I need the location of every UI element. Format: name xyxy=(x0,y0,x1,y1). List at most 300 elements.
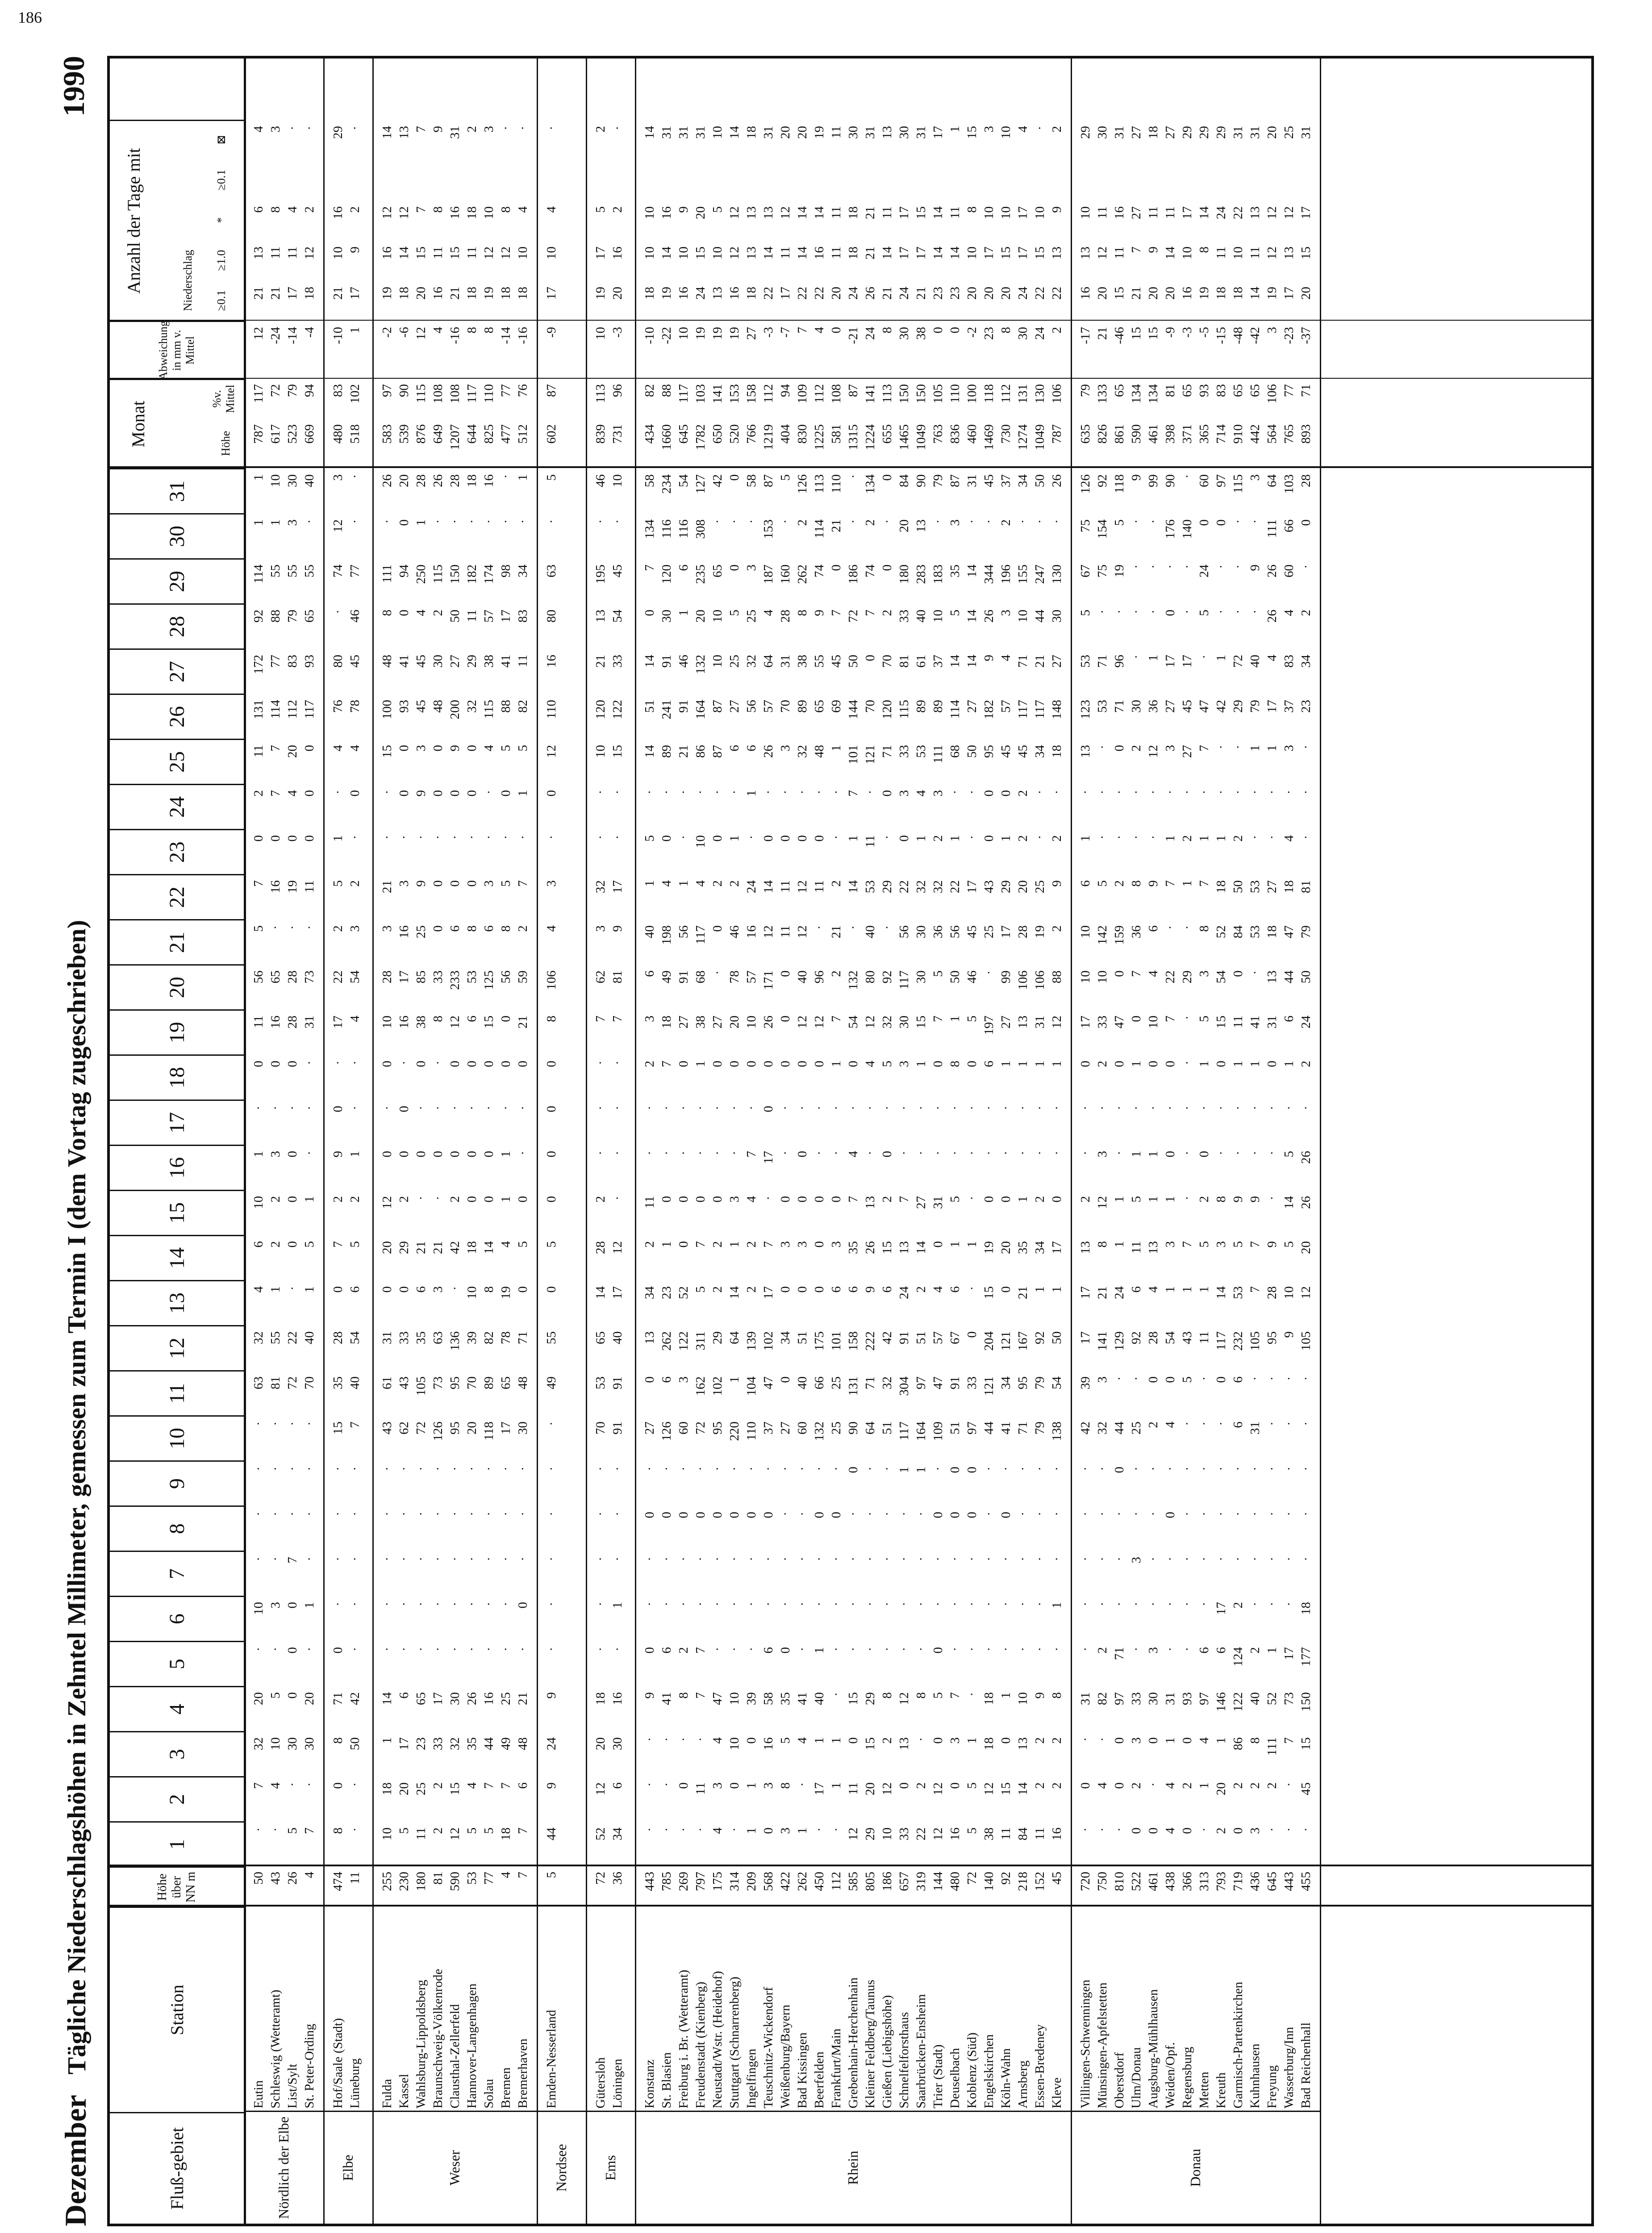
count-snowcover: 31 xyxy=(693,126,708,139)
count-ge01: 21 xyxy=(448,287,462,300)
day-value: · xyxy=(914,1602,928,1606)
day-value: · xyxy=(544,1467,559,1471)
day-value: · xyxy=(285,1512,300,1516)
day-value: 10 xyxy=(1282,1286,1296,1299)
day-value: · xyxy=(1129,610,1143,614)
day-value: 3 xyxy=(268,1151,283,1158)
station-height: 805 xyxy=(863,1872,877,1891)
day-value: 30 xyxy=(1146,1692,1160,1705)
day-value: 2 xyxy=(642,1061,657,1067)
day-value: 105 xyxy=(414,1376,428,1396)
day-value: 2 xyxy=(1112,880,1126,887)
day-value: 1 xyxy=(693,1061,708,1067)
day-value: 118 xyxy=(1112,474,1126,493)
day-value: · xyxy=(1180,1016,1194,1020)
day-value: · xyxy=(829,835,843,840)
day-value: 144 xyxy=(846,700,860,719)
day-value: 2 xyxy=(1231,1782,1245,1789)
day-value: 155 xyxy=(1016,565,1030,584)
count-ge10: 12 xyxy=(499,247,513,259)
day-value: 0 xyxy=(499,1061,513,1067)
day-value: · xyxy=(795,790,809,795)
station-height: 438 xyxy=(1163,1872,1177,1891)
day-value: · xyxy=(1265,1602,1279,1606)
day-value: 0 xyxy=(1078,1061,1093,1067)
day-value: 283 xyxy=(914,565,928,584)
day-value: 16 xyxy=(761,1737,776,1750)
month-percent: 110 xyxy=(948,384,962,403)
count-ge01: 16 xyxy=(727,287,742,300)
count-snowcover: 3 xyxy=(268,126,283,133)
station-height: 793 xyxy=(1214,1872,1228,1891)
day-value: 114 xyxy=(268,700,283,719)
station-height: 436 xyxy=(1248,1872,1262,1891)
month-total: 876 xyxy=(414,424,428,444)
day-value: 50 xyxy=(1299,970,1313,983)
day-value: · xyxy=(846,1602,860,1606)
day-value: 51 xyxy=(880,1422,894,1434)
day-value: 12 xyxy=(982,1782,996,1795)
month-total: 1219 xyxy=(761,424,776,450)
day-value: 0 xyxy=(693,1196,708,1203)
day-value: 4 xyxy=(1163,1782,1177,1789)
count-ge01: 24 xyxy=(897,287,911,300)
station-name: Löningen xyxy=(610,2058,625,2108)
day-value: 7 xyxy=(931,1016,945,1022)
day-value: 24 xyxy=(1299,1016,1313,1029)
day-value: 140 xyxy=(1180,519,1194,539)
day-value: · xyxy=(914,1106,928,1110)
day-value: 126 xyxy=(431,1422,445,1441)
day-value: · xyxy=(499,519,513,524)
day-value: · xyxy=(251,1512,266,1516)
day-value: · xyxy=(285,1782,300,1787)
day-value: 0 xyxy=(285,1061,300,1067)
station-height: 719 xyxy=(1231,1872,1245,1891)
count-snow: 27 xyxy=(1129,206,1143,219)
month-total: 787 xyxy=(1050,424,1064,444)
day-value: 79 xyxy=(1033,1376,1047,1389)
day-value: 115 xyxy=(431,565,445,584)
day-value: · xyxy=(516,835,530,840)
day-value: · xyxy=(610,1557,625,1561)
day-value: 75 xyxy=(1078,519,1093,532)
day-value: · xyxy=(948,1151,962,1155)
day-value: · xyxy=(676,1106,691,1110)
day-value: 131 xyxy=(251,700,266,719)
day-value: 88 xyxy=(499,700,513,713)
deviation-value: 10 xyxy=(676,327,691,340)
day-value: 14 xyxy=(642,655,657,668)
day-value: · xyxy=(397,1602,411,1606)
station-height: 455 xyxy=(1299,1872,1313,1891)
station-height: 720 xyxy=(1078,1872,1093,1891)
day-value: · xyxy=(1180,610,1194,614)
month-total: 1782 xyxy=(693,424,708,450)
count-ge01: 18 xyxy=(302,287,317,300)
month-percent: 83 xyxy=(331,384,345,397)
day-value: · xyxy=(348,519,362,524)
day-value: 6 xyxy=(414,1286,428,1293)
table-row xyxy=(284,59,300,2112)
count-ge01: 22 xyxy=(761,287,776,300)
day-value: 6 xyxy=(1146,925,1160,932)
table-row xyxy=(429,59,446,2112)
day-value: 0 xyxy=(812,1241,826,1248)
day-value: · xyxy=(610,790,625,795)
day-value: 0 xyxy=(812,1061,826,1067)
day-value: 0 xyxy=(846,1467,860,1473)
day-value: 14 xyxy=(1016,1782,1030,1795)
day-value: 99 xyxy=(1146,474,1160,487)
day-value: 20 xyxy=(380,1241,394,1254)
day-value: 4 xyxy=(348,1016,362,1022)
day-value: 14 xyxy=(948,655,962,668)
day-value: 0 xyxy=(1050,1196,1064,1203)
day-value: 27 xyxy=(448,655,462,668)
day-value: · xyxy=(676,835,691,840)
day-value: 2 xyxy=(1050,925,1064,932)
day-value: 28 xyxy=(593,1241,608,1254)
day-value: 0 xyxy=(846,1737,860,1744)
day-value: 12 xyxy=(1095,1196,1110,1209)
day-value: 222 xyxy=(863,1331,877,1351)
day-value: · xyxy=(1197,1557,1211,1561)
deviation-value: 10 xyxy=(593,327,608,340)
day-value: 28 xyxy=(285,1016,300,1029)
day-value: 5 xyxy=(931,1692,945,1699)
count-ge01: 16 xyxy=(431,287,445,300)
day-value: 0 xyxy=(761,1512,776,1518)
day-value: 196 xyxy=(999,565,1013,584)
day-value: 27 xyxy=(965,700,979,713)
day-value: · xyxy=(1299,1557,1313,1561)
day-header-22: 22 xyxy=(110,874,244,919)
day-header-15: 15 xyxy=(110,1190,244,1235)
day-value: · xyxy=(331,1512,345,1516)
day-value: 204 xyxy=(982,1331,996,1351)
day-value: 21 xyxy=(414,1241,428,1254)
day-value: 45 xyxy=(348,655,362,668)
day-value: 129 xyxy=(1112,1331,1126,1351)
count-snowcover: · xyxy=(1033,126,1047,130)
count-snowcover: 14 xyxy=(380,126,394,139)
day-value: 8 xyxy=(795,610,809,616)
day-value: 1 xyxy=(948,835,962,842)
day-value: 24 xyxy=(1197,565,1211,577)
count-snowcover: 2 xyxy=(593,126,608,133)
count-ge10: 11 xyxy=(1112,247,1126,259)
count-snowcover: 31 xyxy=(914,126,928,139)
table-row xyxy=(1212,59,1229,2112)
day-value: 0 xyxy=(380,1151,394,1158)
count-ge01: 15 xyxy=(1112,287,1126,300)
count-snow: 24 xyxy=(1214,206,1228,219)
month-total: 655 xyxy=(880,424,894,444)
station-name: Regensburg xyxy=(1180,2046,1194,2108)
day-value: · xyxy=(812,1557,826,1561)
day-value: 54 xyxy=(676,474,691,487)
day-value: 2 xyxy=(1033,1196,1047,1203)
day-value: 1 xyxy=(846,835,860,842)
day-value: · xyxy=(1095,1557,1110,1561)
day-value: · xyxy=(727,519,742,524)
day-value: · xyxy=(1299,565,1313,569)
deviation-value: -2 xyxy=(965,327,979,338)
day-value: · xyxy=(642,1151,657,1155)
day-value: 88 xyxy=(1050,970,1064,983)
day-value: 27 xyxy=(778,1422,793,1434)
day-value: 48 xyxy=(380,655,394,668)
day-value: 1 xyxy=(744,790,759,797)
day-value: 10 xyxy=(380,1827,394,1840)
count-snow: 5 xyxy=(710,206,725,213)
day-value: 16 xyxy=(482,474,496,487)
day-value: 7 xyxy=(1163,1016,1177,1022)
day-value: · xyxy=(448,1106,462,1110)
count-snowcover: 31 xyxy=(659,126,674,139)
day-value: 2 xyxy=(516,925,530,932)
day-value: 0 xyxy=(795,835,809,842)
day-value: 0 xyxy=(380,1061,394,1067)
month-percent: 113 xyxy=(880,384,894,403)
day-value: 26 xyxy=(982,610,996,623)
station-name: Braunschweig-Völkenrode xyxy=(431,1969,445,2108)
month-total: 730 xyxy=(999,424,1013,444)
day-value: 3 xyxy=(948,1737,962,1744)
day-value: 2 xyxy=(1095,1647,1110,1654)
day-value: · xyxy=(302,1061,317,1065)
month-percent: 77 xyxy=(1282,384,1296,397)
count-ge01: 17 xyxy=(778,287,793,300)
day-value: 103 xyxy=(1282,474,1296,494)
day-value: 65 xyxy=(710,565,725,577)
day-value: 14 xyxy=(1214,1286,1228,1299)
day-value: · xyxy=(1214,610,1228,614)
day-value: · xyxy=(1016,1602,1030,1606)
day-value: · xyxy=(1265,1512,1279,1516)
station-height: 72 xyxy=(965,1872,979,1885)
count-ge01: 23 xyxy=(948,287,962,300)
day-value: 0 xyxy=(812,835,826,842)
day-value: 84 xyxy=(1231,925,1245,938)
month-percent: 97 xyxy=(380,384,394,397)
station-height: 186 xyxy=(880,1872,894,1891)
month-total: 539 xyxy=(397,424,411,444)
day-value: 2 xyxy=(431,1782,445,1789)
day-header-28: 28 xyxy=(110,603,244,648)
table-row xyxy=(980,59,997,2112)
day-value: 0 xyxy=(710,925,725,932)
day-value: 9 xyxy=(1033,1692,1047,1699)
day-value: 8 xyxy=(1197,925,1211,932)
day-value: · xyxy=(397,1061,411,1065)
day-value: 11 xyxy=(812,880,826,893)
day-value: 33 xyxy=(1129,1692,1143,1705)
day-value: 1 xyxy=(1197,1286,1211,1293)
deviation-value: -48 xyxy=(1231,327,1245,344)
day-value: 106 xyxy=(1033,970,1047,990)
day-value: 31 xyxy=(1078,1692,1093,1705)
day-value: · xyxy=(431,519,445,524)
day-value: 85 xyxy=(414,970,428,983)
day-value: · xyxy=(1282,1602,1296,1606)
count-snowcover: 7 xyxy=(414,126,428,133)
deviation-value: 19 xyxy=(693,327,708,340)
precip-header: Niederschlag xyxy=(181,250,194,311)
day-value: · xyxy=(268,1467,283,1471)
count-ge01: 19 xyxy=(1197,287,1211,300)
day-value: 2 xyxy=(999,519,1013,526)
day-value: 5 xyxy=(931,970,945,977)
day-value: 14 xyxy=(761,880,776,893)
day-value: 71 xyxy=(880,745,894,758)
day-value: 95 xyxy=(982,745,996,758)
day-value: 121 xyxy=(999,1331,1013,1351)
deviation-value: 8 xyxy=(880,327,894,334)
count-snowcover: · xyxy=(610,126,625,130)
day-value: · xyxy=(1231,1151,1245,1155)
day-value: 53 xyxy=(593,1376,608,1389)
day-value: 31 xyxy=(302,1016,317,1029)
day-value: · xyxy=(1163,1557,1177,1561)
day-header-13: 13 xyxy=(110,1280,244,1325)
day-value: · xyxy=(880,835,894,840)
day-value: · xyxy=(1265,1376,1279,1381)
day-value: · xyxy=(999,1557,1013,1561)
day-value: · xyxy=(1016,1467,1030,1471)
day-value: 26 xyxy=(465,1692,479,1705)
day-value: · xyxy=(880,1106,894,1110)
day-value: 54 xyxy=(1163,1331,1177,1344)
day-value: 7 xyxy=(693,1692,708,1699)
month-percent: 76 xyxy=(516,384,530,397)
day-value: 0 xyxy=(880,790,894,797)
count-ge10: 11 xyxy=(1214,247,1228,259)
day-value: 17 xyxy=(499,610,513,623)
day-value: 46 xyxy=(727,925,742,938)
table-row xyxy=(1178,59,1195,2112)
day-value: 71 xyxy=(1112,1647,1126,1660)
day-value: 13 xyxy=(1016,1737,1030,1750)
day-value: 36 xyxy=(931,925,945,938)
day-value: 83 xyxy=(1282,655,1296,668)
day-value: · xyxy=(727,1151,742,1155)
day-value: 13 xyxy=(897,1241,911,1254)
day-value: 11 xyxy=(1197,1331,1211,1344)
day-header-12: 12 xyxy=(110,1325,244,1370)
day-value: · xyxy=(795,1106,809,1110)
day-value: 100 xyxy=(380,700,394,719)
day-value: 53 xyxy=(914,745,928,758)
day-value: · xyxy=(846,474,860,479)
day-value: 0 xyxy=(727,1782,742,1789)
day-value: 0 xyxy=(642,1376,657,1383)
day-value: 142 xyxy=(1095,925,1110,945)
month-percent: 108 xyxy=(448,384,462,404)
day-value: 18 xyxy=(982,1737,996,1750)
day-value: · xyxy=(268,1647,283,1652)
day-value: 2 xyxy=(642,1241,657,1248)
day-value: 91 xyxy=(659,655,674,668)
count-ge10: 13 xyxy=(1282,247,1296,259)
day-value: 30 xyxy=(431,655,445,668)
count-snowcover: · xyxy=(302,126,317,130)
day-value: 7 xyxy=(499,1782,513,1789)
day-value: 0 xyxy=(676,1196,691,1203)
day-value: 12 xyxy=(795,880,809,893)
day-value: · xyxy=(1214,790,1228,795)
station-height: 313 xyxy=(1197,1872,1211,1891)
table-row xyxy=(658,59,675,2112)
day-value: · xyxy=(1112,835,1126,840)
count-snowcover: 10 xyxy=(999,126,1013,139)
day-value: 102 xyxy=(761,1331,776,1351)
table-row xyxy=(1031,59,1048,2112)
day-value: · xyxy=(676,1737,691,1742)
day-value: 117 xyxy=(1214,1331,1228,1351)
day-value: 40 xyxy=(302,1331,317,1344)
day-value: · xyxy=(302,1467,317,1471)
day-value: 53 xyxy=(1078,655,1093,668)
day-value: 7 xyxy=(331,1241,345,1248)
table-row xyxy=(609,59,626,2112)
day-value: · xyxy=(348,474,362,479)
day-value: 18 xyxy=(465,474,479,487)
day-value: 122 xyxy=(676,1331,691,1351)
day-value: 20 xyxy=(397,474,411,487)
day-value: 1 xyxy=(380,1737,394,1744)
day-value: 117 xyxy=(1016,700,1030,719)
day-value: 344 xyxy=(982,565,996,584)
deviation-value: -3 xyxy=(1180,327,1194,338)
table-row xyxy=(1110,59,1127,2112)
day-value: 15 xyxy=(1214,1016,1228,1029)
day-value: · xyxy=(1033,1106,1047,1110)
day-value: 0 xyxy=(931,1512,945,1518)
day-value: · xyxy=(1299,1827,1313,1832)
heading-month: Dezember xyxy=(58,2095,92,2226)
day-value: 0 xyxy=(659,1196,674,1203)
day-value: 35 xyxy=(948,565,962,577)
day-value: 132 xyxy=(846,970,860,990)
count-snow: 17 xyxy=(1299,206,1313,219)
station-height: 443 xyxy=(642,1872,657,1891)
day-value: · xyxy=(610,1196,625,1200)
day-value: 112 xyxy=(285,700,300,719)
count-snowcover: 13 xyxy=(397,126,411,139)
day-value: 45 xyxy=(1299,1782,1313,1795)
day-value: 55 xyxy=(302,565,317,577)
day-value: 80 xyxy=(863,970,877,983)
count-ge10: 17 xyxy=(593,247,608,259)
day-value: 25 xyxy=(414,1782,428,1795)
day-value: · xyxy=(948,1602,962,1606)
day-value: 2 xyxy=(914,1782,928,1789)
day-value: 2 xyxy=(880,1196,894,1203)
day-value: 71 xyxy=(1016,655,1030,668)
day-value: · xyxy=(1299,790,1313,795)
day-value: 9 xyxy=(1282,1331,1296,1338)
day-value: 16 xyxy=(268,880,283,893)
day-value: 3 xyxy=(761,1782,776,1789)
day-value: 0 xyxy=(812,1286,826,1293)
day-value: 2 xyxy=(1050,1737,1064,1744)
day-value: · xyxy=(965,1196,979,1200)
day-value: 4 xyxy=(999,655,1013,661)
day-value: 0 xyxy=(778,1286,793,1293)
day-value: 32 xyxy=(931,880,945,893)
